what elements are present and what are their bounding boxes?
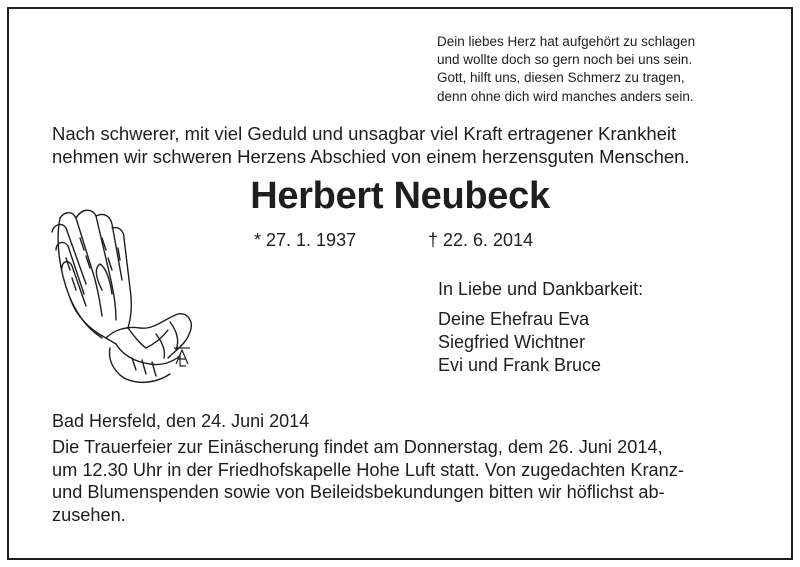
intro-text	[52, 122, 690, 168]
intro-line: nehmen wir schweren Herzens Abschied von einem herzensguten Menschen.	[52, 146, 690, 167]
family-member: Evi und Frank Bruce	[438, 355, 602, 375]
family-block	[438, 278, 643, 377]
notice-line: Die Trauerfeier zur Einäscherung findet am Donnerstag, dem 26. Juni 2014,	[52, 437, 663, 457]
family-member: Siegfried Wichtner	[438, 332, 586, 352]
praying-hands-icon	[50, 198, 200, 388]
funeral-notice	[52, 436, 684, 526]
family-member: Deine Ehefrau Eva	[438, 309, 590, 329]
intro-line: Nach schwerer, mit viel Geduld und unsagbar viel Kraft ertragener Krankheit	[52, 123, 677, 144]
death-date: † 22. 6. 2014	[428, 230, 534, 250]
poem-line: Gott, hilft uns, diesen Schmerz zu tragen,	[437, 70, 685, 86]
birth-date: * 27. 1. 1937	[254, 230, 357, 250]
place-date: Bad Hersfeld, den 24. Juni 2014	[52, 411, 310, 431]
notice-line: und Blumenspenden sowie von Beileidsbekundungen bitten wir höflichst ab-	[52, 482, 665, 502]
poem-line: denn ohne dich wird manches anders sein.	[437, 88, 694, 104]
poem-line: Dein liebes Herz hat aufgehört zu schlagen	[437, 34, 696, 49]
poem	[437, 33, 695, 106]
poem-line: und wollte doch so gern noch bei uns sein.	[437, 52, 693, 68]
family-heading: In Liebe und Dankbarkeit:	[438, 279, 644, 299]
notice-line: um 12.30 Uhr in der Friedhofskapelle Hohe Luft statt. Von zugedachten Kranz-	[52, 459, 684, 480]
deceased-name: Herbert Neubeck	[250, 175, 550, 217]
notice-line: zusehen.	[52, 504, 126, 525]
